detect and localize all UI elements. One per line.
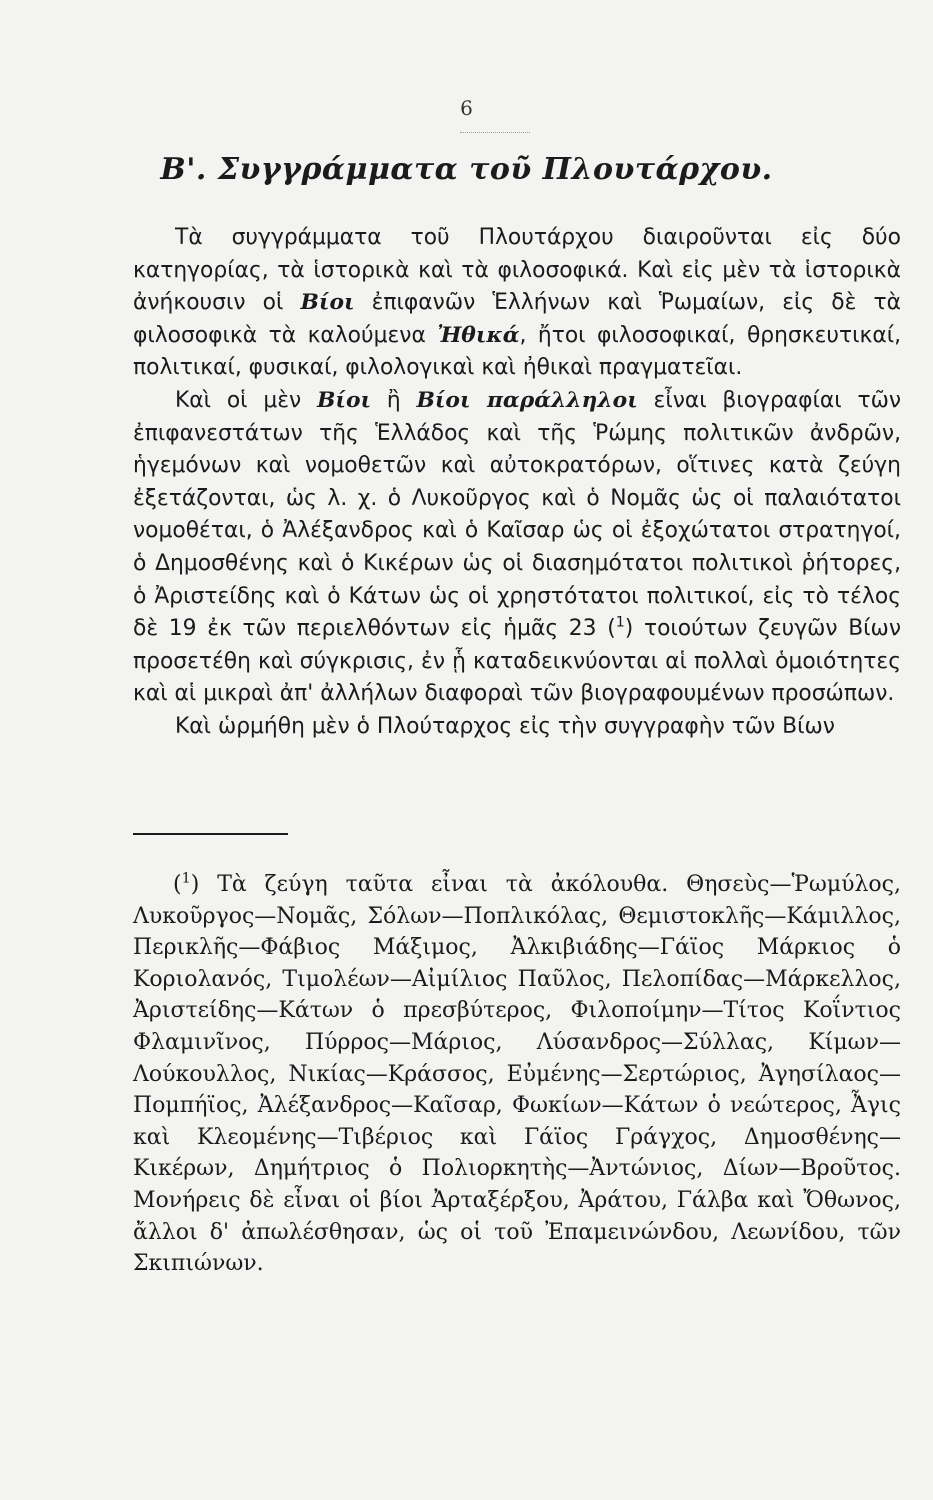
emphasis-bioi: Βίοι: [300, 290, 355, 316]
footnote: [133, 869, 901, 1280]
paragraph-2-text-a: Καὶ οἱ μὲν: [175, 387, 317, 413]
footnote-marker: 1: [181, 870, 191, 887]
footnote-separator: [133, 833, 288, 835]
paragraph-1: [133, 222, 901, 385]
body-text: [133, 222, 901, 744]
footnote-open-paren: (: [173, 872, 182, 897]
paragraph-2-text-b: ἢ: [371, 387, 417, 413]
paragraph-2: [133, 385, 901, 711]
paragraph-2-text-c: εἶναι βιογραφίαι τῶν ἐπιφανεστάτων τῆς Ἑλλάδος καὶ τῆς Ῥώμης πολιτικῶν ἀνδρῶν, ἡγεμόνων καὶ νομοθετῶν καὶ αὐτοκρατόρων, οἵτινες κατὰ ζεύγη ἐξετάζονται, ὡς λ. χ. ὁ Λυκοῦργος καὶ ὁ Νομᾶς ὡς οἱ παλαιότατοι νομοθέται, ὁ Ἀλέξανδρος καὶ ὁ Καῖσαρ ὡς οἱ ἐξοχώτατοι στρατηγοί, ὁ Δημοσθένης καὶ ὁ Κικέρων ὡς οἱ διασημότατοι πολιτικοὶ ῥήτορες, ὁ Ἀριστείδης καὶ ὁ Κάτων ὡς οἱ χρηστότατοι πολιτικοί, εἰς τὸ τέλος δὲ 19 ἐκ τῶν περιελθόντων εἰς ἡμᾶς 23 (: [133, 387, 901, 642]
footnote-paragraph: [133, 869, 901, 1280]
page-number-rule: [460, 132, 530, 133]
emphasis-bioi-2: Βίοι: [316, 387, 372, 413]
paragraph-3: Καὶ ὡρμήθη μὲν ὁ Πλούταρχος εἰς τὴν συγγραφὴν τῶν Βίων: [175, 713, 835, 739]
section-title: Β'. Συγγράμματα τοῦ Πλουτάρχου.: [160, 152, 773, 187]
page-number: 6: [460, 96, 473, 120]
emphasis-ithika: Ἠθικά: [437, 322, 520, 348]
paragraph-1-text-a: Τὰ συγγράμματα τοῦ Πλουτάρχου διαιροῦνται εἰς δύο κατηγορίας, τὰ ἱστορικὰ καὶ τὰ φιλοσοφικά. Καὶ εἰς μὲν τὰ ἱστορικὰ ἀνήκουσιν οἱ: [133, 225, 901, 316]
paragraph-1-text-c: , ἤτοι φιλοσοφικαί, θρησκευτικαί, πολιτικαί, φυσικαί, φιλολογικαὶ καὶ ἠθικαὶ πραγματεῖαι.: [133, 322, 901, 381]
paragraph-1-text-b: ἐπιφανῶν Ἑλλήνων καὶ Ῥωμαίων, εἰς δὲ τὰ φιλοσοφικὰ τὰ καλούμενα: [133, 290, 901, 348]
paragraph-2-text-d: ) τοιούτων ζευγῶν Βίων προσετέθη καὶ σύγκρισις, ἐν ᾗ καταδεικνύονται αἱ πολλαὶ ὁμοιότητες καὶ αἱ μικραὶ ἀπ' ἀλλήλων διαφοραὶ τῶν βιογραφουμένων προσώπων.: [133, 616, 901, 707]
footnote-text: ) Τὰ ζεύγη ταῦτα εἶναι τὰ ἀκόλουθα. Θησεὺς—Ῥωμύλος, Λυκοῦργος—Νομᾶς, Σόλων—Ποπλικόλας, Θεμιστοκλῆς—Κάμιλλος, Περικλῆς—Φάβιος Μάξιμος, Ἀλκιβιάδης—Γάϊος Μάρκιος ὁ Κοριολανός, Τιμολέων—Αἰμίλιος Παῦλος, Πελοπίδας—Μάρκελλος, Ἀριστείδης—Κάτων ὁ πρεσβύτερος, Φιλοποίμην—Τίτος Κοΐντιος Φλαμινῖνος, Πύρρος—Μάριος, Λύσανδρος—Σύλλας, Κίμων—Λούκουλλος, Νικίας—Κράσσος, Εὐμένης—Σερτώριος, Ἀγησίλαος—Πομπήϊος, Ἀλέξανδρος—Καῖσαρ, Φωκίων—Κάτων ὁ νεώτερος, Ἆγις καὶ Κλεομένης—Τιβέριος καὶ Γάϊος Γράγχος, Δημοσθένης—Κικέρων, Δημήτριος ὁ Πολιορκητὴς—Ἀντώνιος, Δίων—Βροῦτος. Μονήρεις δὲ εἶναι οἱ βίοι Ἀρταξέρξου, Ἀράτου, Γάλβα καὶ Ὄθωνος, ἄλλοι δ' ἀπωλέσθησαν, ὡς οἱ τοῦ Ἐπαμεινώνδου, Λεωνίδου, τῶν Σκιπιώνων.: [133, 872, 901, 1277]
emphasis-bioi-paralliloi: Βίοι παράλληλοι: [416, 387, 638, 413]
footnote-reference[interactable]: 1: [615, 614, 625, 631]
